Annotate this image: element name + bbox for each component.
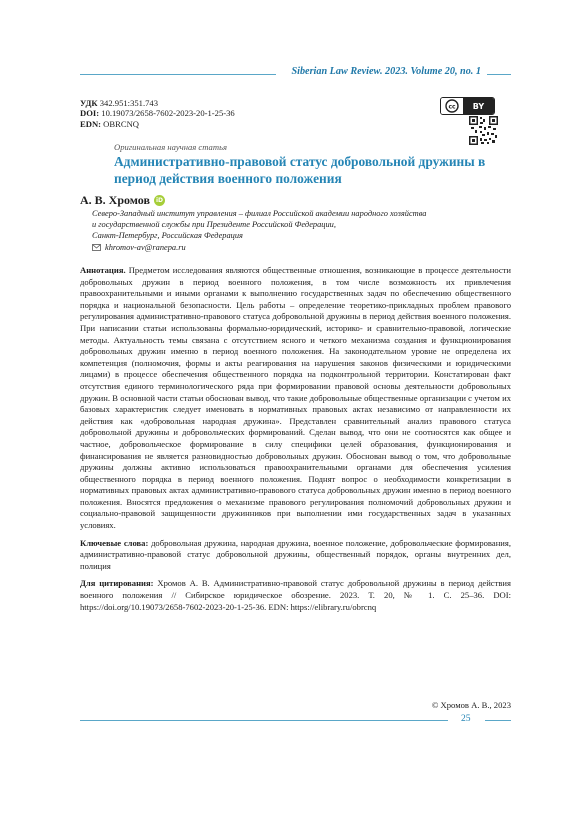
abstract-text: Предметом исследования являются общественные отношения, возникающие в процессе деятельности добровольных дружин в период военного положения, в том числе возможность их привлечения правоохранительными и иными органами к выполнению государственных задач по обеспечению общественного порядка и национальной безопасности. Цель работы – определение теоретико-прикладных проблем правового регулирования административно-правового статуса добровольной дружины в период действия военного положения. При написании статьи использованы формально-юридический, историко- и сравнительно-правовой, логические методы. Актуальность темы связана с отсутствием ясного и четкого механизма создания и функционирования добровольных дружин именно в период военного положения. На законодательном уровне не определена их компетенция (полномочия, формы и акты реагирования на нарушения законов физическими и юридическими лицами) в процессе обеспечения общественного порядка на подконтрольной территории. Констатирован факт отсутствия единого терминологического ряда при формировании правовой основы деятельности добровольных дружин. В основной части статьи обоснован вывод, что такие добровольные общественные организации с учетом их базовых характеристик следует именовать в нормативных правовых актах независимо от направленности их действия как «добровольная народная дружина». Представлен сравнительный анализ правового статуса добровольной дружины и добровольческих формирований. Сделан вывод, что они не соотносятся как общее и частное, добровольческое формирование в силу специфики целей образования, функционирования и финансирования не является разновидностью добровольных дружин. Обоснован вывод о том, что добровольные дружины должны активно использоваться правоохранительными органами для обеспечения усиления общественного порядка в период военного положения. Поднят вопрос о необходимости конкретизации в нормативных правовых актах административно-правового статуса добровольных дружин именно в период военного положения. Вносятся предложения о механизме правового регулирования полномочий добровольных дружин и социально-правовой защищенности дружинников при выполнении ими государственных задач в указанных условиях. <box>80 265 512 531</box>
citation-text: Хромов А. В. Административно-правовой статус добровольной дружины в период действия военного положения // Сибирское юридическое обозрение. 2023. Т. 20, № 1. С. 25–36. DOI: https://doi.org/10.19073/2658-7602-2023-20-1-25-36. EDN: https://elibrary.ru/obrcnq <box>80 578 511 612</box>
cc-icon <box>441 98 463 114</box>
author-row <box>80 193 165 208</box>
keywords-text: добровольная дружина, народная дружина, военное положение, добровольческие формирования, административно-правовой статус добровольной дружины, общественный порядок, органы внутренних дел, полиция <box>80 537 511 571</box>
keywords-label: Ключевые слова: <box>80 537 149 548</box>
copyright: © Хромов А. В., 2023 <box>431 700 511 710</box>
page-footer <box>80 712 511 728</box>
affiliation-line-1: Северо-Западный институт управления – филиал Российской академии народного хозяйства <box>92 209 427 218</box>
udk-value: 342.951:351.743 <box>99 98 158 108</box>
footer-rule-right <box>485 720 511 721</box>
cc-by-badge[interactable] <box>440 97 495 115</box>
article-type: Оригинальная научная статья <box>114 142 227 152</box>
page-number: 25 <box>461 713 471 724</box>
edn-label: EDN: <box>80 118 102 129</box>
doi-label: DOI: <box>80 108 100 119</box>
edn-value: OBRCNQ <box>103 118 139 129</box>
author-email[interactable]: khromov-av@ranepa.ru <box>105 242 186 252</box>
edn-line <box>80 119 235 129</box>
abstract-label: Аннотация. <box>80 265 126 275</box>
mail-icon <box>92 244 101 251</box>
citation <box>80 578 511 613</box>
footer-rule-left <box>80 720 448 721</box>
orcid-icon[interactable]: iD <box>155 197 163 204</box>
doi-line <box>80 108 235 118</box>
affiliation <box>92 208 512 253</box>
article-title: Административно-правовой статус добровольной дружины в период действия военного положения <box>114 154 486 186</box>
affiliation-line-2: и государственной службы при Президенте Российской Федерации, <box>92 220 336 230</box>
article-meta <box>80 98 235 129</box>
journal-header <box>80 66 511 82</box>
author-name: А. В. Хромов <box>80 193 150 207</box>
affiliation-line-3: Санкт-Петербург, Российская Федерация <box>92 231 243 241</box>
udk-label: УДК <box>80 98 98 108</box>
qr-code[interactable] <box>469 116 498 145</box>
udk-line <box>80 98 235 108</box>
svg-text:cc: cc <box>448 103 456 111</box>
journal-name: Siberian Law Review. 2023. Volume 20, no. 1 <box>291 66 481 77</box>
article-summary <box>80 265 511 619</box>
keywords <box>80 538 511 573</box>
abstract <box>80 265 511 532</box>
header-rule-right <box>487 74 511 75</box>
header-rule-left <box>80 74 276 75</box>
cc-by-label: BY <box>463 98 494 114</box>
email-row <box>92 242 512 253</box>
citation-label: Для цитирования: <box>80 578 154 589</box>
doi-value: 10.19073/2658-7602-2023-20-1-25-36 <box>101 108 235 119</box>
